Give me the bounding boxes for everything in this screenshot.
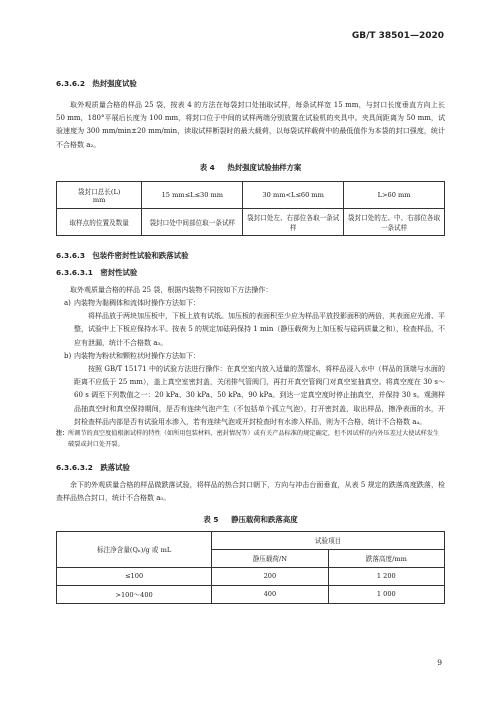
table4-row-header-1-unit: mm xyxy=(92,195,106,204)
table4-body-row xyxy=(57,208,445,235)
table5-header-load: 静压载荷/N xyxy=(212,549,328,567)
section-heading-sealing-drop: 6.3.6.3 包装件密封性试验和跌落试验 xyxy=(56,250,189,260)
table5-number: 表 5 xyxy=(203,514,219,524)
table5-header-items: 试验项目 xyxy=(212,531,445,549)
standard-number: GB/T 38501—2020 xyxy=(351,31,444,41)
table5-title: 静压载荷和跌落高度 xyxy=(231,514,298,524)
table5-cell-load: 200 xyxy=(212,567,328,585)
list-item-a-text: 将样品放于两块加压板中，下板上放有试纸。加压板的表面积至少应为样品平放投影面积的两倍，其表面应光滑、平整，试验中上下板应保持水平。按表 5 的规定加砝码保持 1 min（静压载荷为上加压板与砝码质量之和），检查样品，不应有泄漏，统计不合格数 a₃。 xyxy=(74,312,445,347)
list-item-b xyxy=(56,350,445,363)
drop-paragraph: 余下的外观质量合格的样品做跌落试验，将样品的热合封口朝下，方向与冲击台面垂直，从表 5 规定的跌落高度跌落，检查样品热合封口，统计不合格数 a₅。 xyxy=(56,481,445,503)
list-item-b-text: 按照 GB/T 15171 中的试验方法进行操作：在真空室内放入适量的蒸馏水，将样品浸入水中（样品的顶端与水面的距离不应低于 25 mm），盖上真空室密封盖，关闭排气管阀门，再打开真空管阀门对真空室抽真空。将真空度在 30 s～60 s 调至下列数值之一：20 kPa、30 kPa、50 kPa、90 kPa。到达一定真空度时停止抽真空，并保持 30 s。观测样品抽真空时和真空保持期间，是否有连续气泡产生（不包括单个孤立气泡），打开密封盖，取出样品，擦净表面的水，开封检查样品内部是否有试验用水渗入，若有连续气泡或开封检查时有水渗入样品，则为不合格，统计不合格数 a₄。 xyxy=(74,365,445,426)
list-marker-b: b) xyxy=(64,351,72,360)
page-content xyxy=(56,78,445,604)
table-row xyxy=(57,567,445,585)
table4 xyxy=(56,181,445,236)
table4-col2: 30 mm<L≤60 mm xyxy=(243,181,344,208)
table5-cell-net: ≤100 xyxy=(57,567,212,585)
table4-caption xyxy=(56,162,445,173)
table4-col1: 15 mm≤L≤30 mm xyxy=(142,181,243,208)
list-item-b-title: 内装物为粉状和颗粒状时操作方法如下： xyxy=(74,351,200,360)
table4-number: 表 4 xyxy=(199,162,215,172)
table5-cell-height: 1 000 xyxy=(328,585,444,603)
subsection-heading-sealing: 6.3.6.3.1 密封性试验 xyxy=(56,267,138,277)
table5-cell-height: 1 200 xyxy=(328,567,444,585)
table5-cell-net: >100～400 xyxy=(57,585,212,603)
note-marker: 注： xyxy=(56,430,69,438)
table4-title: 热封强度试验抽样方案 xyxy=(227,162,302,172)
table4-cell3: 袋封口处的左、中、右部位各取一条试样 xyxy=(344,208,445,235)
note-text: 所调节的真空度值根据试样的特性（如所用包装材料、密封情况等）或有关产品标准的规定确定，但不因试样的内外压差过大使试样发生破裂或封口处开裂。 xyxy=(68,430,440,448)
table4-row-header-1-label: 袋封口总长(L) xyxy=(77,187,121,196)
subsection-heading-drop: 6.3.6.3.2 跌落试验 xyxy=(56,463,130,473)
sealing-intro: 取外观质量合格的样品 25 袋，根据内装物不同按如下方法操作： xyxy=(70,285,273,294)
table5-header-row-1 xyxy=(57,531,445,549)
note xyxy=(56,429,445,450)
table5-header-height: 跌落高度/mm xyxy=(328,549,444,567)
list-item-a xyxy=(56,297,445,310)
table4-cell1: 袋封口处中间部位取一条试样 xyxy=(142,208,243,235)
page-number: 9 xyxy=(437,658,442,667)
table5 xyxy=(56,531,445,604)
section-heading-heat-seal: 6.3.6.2 热封强度试验 xyxy=(56,79,137,88)
list-item-a-title: 内装物为黏稠体和流体时操作方法如下： xyxy=(74,299,200,308)
heat-seal-paragraph: 取外观质量合格的样品 25 袋，按表 4 的方法在每袋封口处抽取试样，每条试样宽 15 mm，与封口长度垂直方向上长 50 mm，180°平展后长度为 100 mm，将封口位于中间的试样两端分别放置在试验机的夹具中。夹具间距离为 50 mm，试验速度为 300 mm/min±20 mm/min，读取试样断裂时的最大载荷，以每袋试样载荷中的最低值作为本袋的封口强度，统计不合格数 a₂。 xyxy=(56,101,445,149)
list-marker-a: a) xyxy=(64,299,71,308)
table4-row-header-2: 取样点的位置及数量 xyxy=(57,208,142,235)
table5-cell-load: 400 xyxy=(212,585,328,603)
table-row xyxy=(57,585,445,603)
table4-row-header-1 xyxy=(57,181,142,208)
table4-col3: L>60 mm xyxy=(344,181,445,208)
table5-header-net: 标注净含量(Qₙ)/g 或 mL xyxy=(57,531,212,567)
table5-caption xyxy=(56,514,445,525)
table4-header-row xyxy=(57,181,445,208)
table4-cell2: 袋封口处左、右部位各取一条试样 xyxy=(243,208,344,235)
